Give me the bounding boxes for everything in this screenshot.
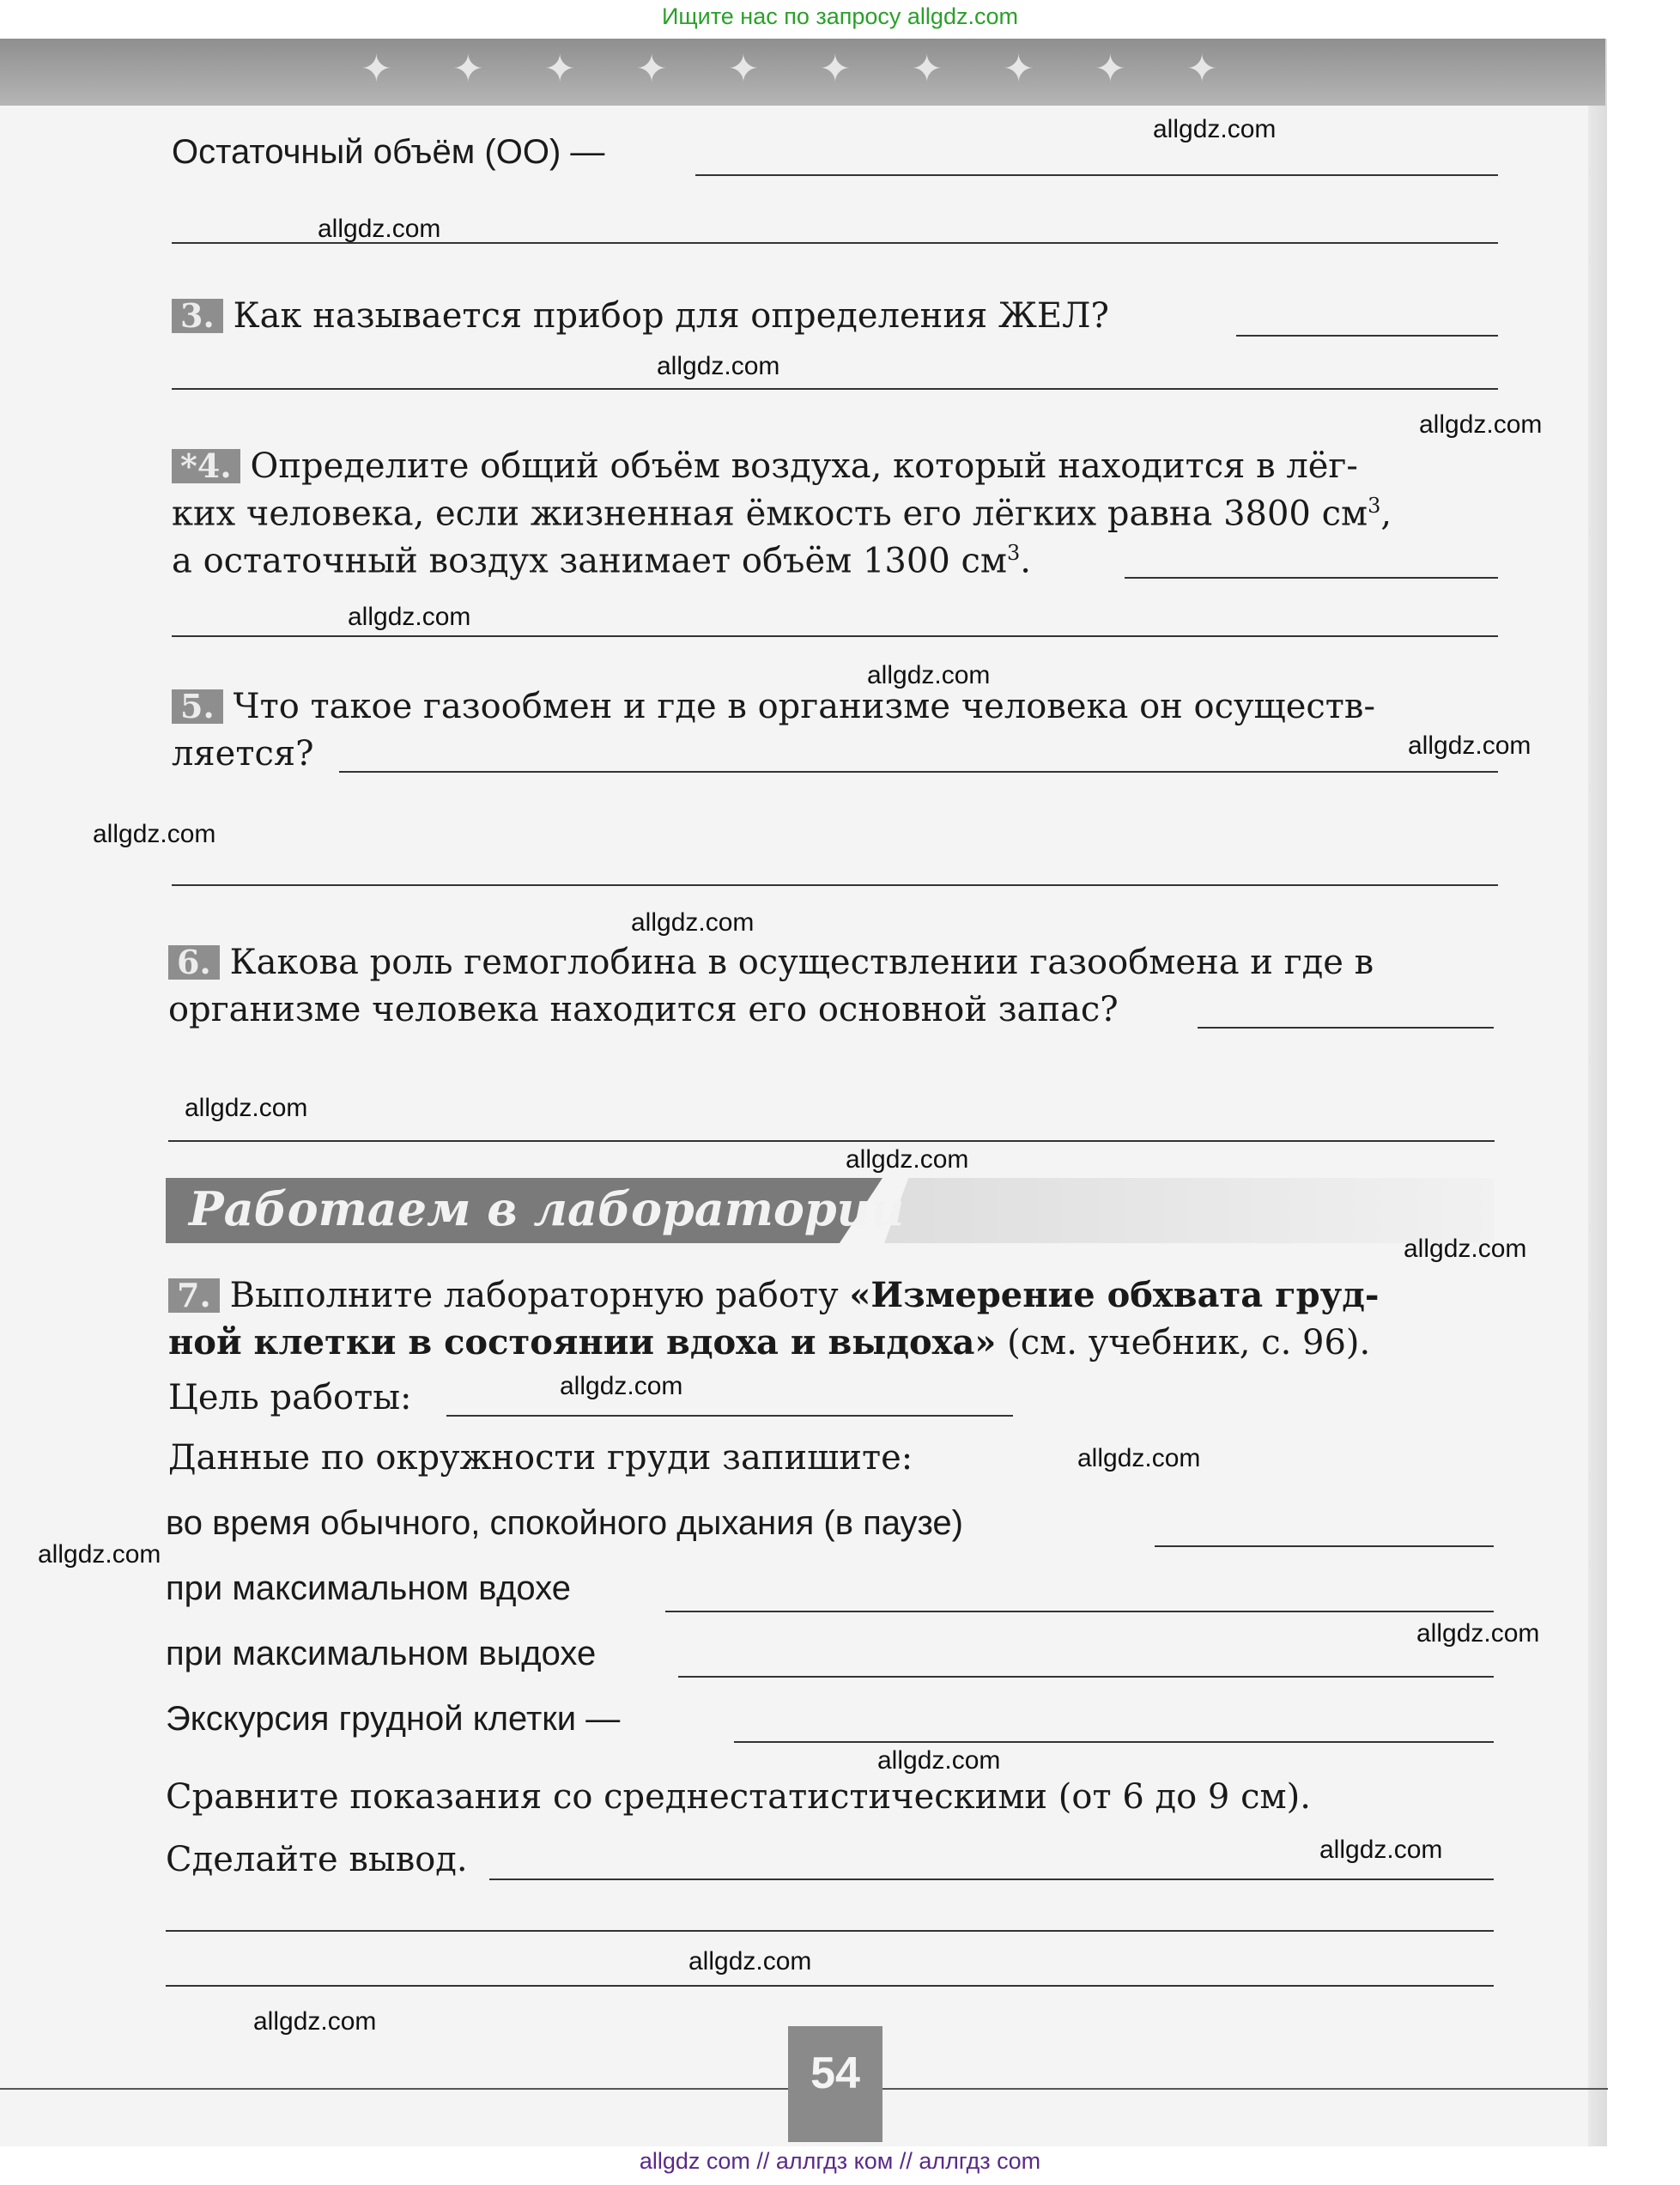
watermark: allgdz.com: [846, 1145, 969, 1174]
watermark: allgdz.com: [631, 908, 755, 937]
lab-work-title: ной клетки в состоянии вдоха и выдоха»: [168, 1322, 997, 1363]
max-inhale-label: при максимальном вдохе: [166, 1569, 572, 1607]
question-6-line2: организме человека находится его основной запас?: [168, 990, 1119, 1029]
punctuation: ,: [1380, 494, 1392, 534]
answer-line[interactable]: [1155, 1545, 1494, 1547]
watermark: allgdz.com: [867, 661, 991, 689]
max-exhale-label: при максимальном выдохе: [166, 1635, 597, 1672]
watermark: allgdz.com: [185, 1094, 308, 1122]
watermark: allgdz.com: [877, 1746, 1001, 1775]
answer-line[interactable]: [1236, 335, 1498, 337]
question-3: [172, 296, 1109, 336]
question-number: *4.: [172, 449, 240, 483]
answer-line[interactable]: [166, 1985, 1494, 1987]
excursion-label: Экскурсия грудной клетки —: [166, 1700, 621, 1738]
question-text: Что такое газообмен и где в организме человека он осуществ-: [233, 687, 1375, 726]
footer-rule-left: [0, 2088, 788, 2090]
answer-line[interactable]: [446, 1415, 1013, 1417]
question-7-line2: [168, 1322, 1370, 1363]
lab-work-title: «Измерение обхвата груд-: [849, 1275, 1380, 1315]
question-number: 3.: [172, 299, 223, 333]
watermark: allgdz.com: [318, 215, 441, 243]
punctuation: .: [1020, 541, 1032, 581]
goal-label: Цель работы:: [168, 1378, 412, 1417]
question-text: ких человека, если жизненная ёмкость его лёгких равна 3800 см: [172, 494, 1368, 534]
answer-line[interactable]: [172, 635, 1498, 637]
residual-volume-label: Остаточный объём (ОО) —: [172, 133, 605, 171]
watermark: allgdz.com: [348, 603, 471, 631]
top-search-link[interactable]: Ищите нас по запросу allgdz.com: [662, 3, 1018, 29]
question-text: Определите общий объём воздуха, который находится в лёг-: [250, 446, 1358, 486]
watermark: allgdz.com: [93, 820, 216, 848]
answer-line[interactable]: [172, 884, 1498, 886]
question-6-line1: [168, 943, 1374, 982]
watermark: allgdz.com: [1419, 410, 1543, 439]
answer-line[interactable]: [339, 771, 1498, 773]
answer-line[interactable]: [678, 1676, 1494, 1678]
answer-line[interactable]: [734, 1741, 1494, 1743]
question-4-line1: [172, 446, 1358, 486]
question-text: (см. учебник, с. 96).: [996, 1323, 1371, 1363]
watermark: allgdz.com: [1319, 1836, 1443, 1864]
question-5-line1: [172, 687, 1375, 726]
question-text: а остаточный воздух занимает объём 1300 см: [172, 541, 1008, 581]
page-number: 54: [810, 2048, 860, 2098]
question-text: Какова роль гемоглобина в осуществлении газообмена и где в: [229, 943, 1374, 982]
question-4-line3: [172, 541, 1031, 580]
compare-instruction: Сравните показания со среднестатистическими (от 6 до 9 см).: [166, 1777, 1311, 1817]
superscript: 3: [1368, 494, 1381, 518]
watermark: allgdz.com: [1404, 1235, 1527, 1263]
workbook-page: [0, 39, 1605, 2146]
watermark: allgdz.com: [253, 2007, 377, 2036]
data-instruction: Данные по окружности груди запишите:: [168, 1438, 913, 1478]
footer-rule-right: [882, 2088, 1608, 2090]
watermark: allgdz.com: [1077, 1444, 1201, 1472]
lab-banner-fade: [884, 1178, 1494, 1243]
answer-line[interactable]: [168, 1140, 1495, 1142]
normal-breath-label: во время обычного, спокойного дыхания (в паузе): [166, 1504, 963, 1542]
lab-section-title: Работаем в лаборатории: [189, 1181, 905, 1236]
answer-line[interactable]: [1198, 1027, 1494, 1029]
question-7-line1: [168, 1275, 1379, 1315]
answer-line[interactable]: [172, 388, 1498, 390]
answer-line[interactable]: [1125, 577, 1498, 579]
answer-line[interactable]: [489, 1878, 1494, 1880]
binding-margin: [1607, 39, 1680, 2146]
animal-silhouettes-icon: ✦✦✦✦✦✦✦✦✦✦: [361, 47, 1278, 91]
question-text: Выполните лабораторную работу: [229, 1276, 850, 1315]
answer-line[interactable]: [166, 1930, 1494, 1932]
answer-line[interactable]: [665, 1611, 1494, 1612]
watermark: allgdz.com: [688, 1947, 812, 1976]
answer-line[interactable]: [695, 174, 1498, 176]
question-number: 7.: [168, 1278, 220, 1313]
superscript: 3: [1007, 541, 1021, 565]
question-5-line2: ляется?: [172, 734, 314, 774]
watermark: allgdz.com: [1416, 1619, 1540, 1648]
watermark: allgdz.com: [1408, 731, 1531, 760]
question-text: Как называется прибор для определения ЖЕЛ?: [233, 296, 1109, 336]
watermark: allgdz.com: [560, 1372, 683, 1400]
watermark: allgdz.com: [1153, 115, 1277, 143]
watermark: allgdz.com: [657, 352, 780, 380]
question-4-line2: [172, 494, 1392, 533]
conclusion-label: Сделайте вывод.: [166, 1840, 468, 1879]
footer-links[interactable]: allgdz com // аллгдз ком // аллгдз com: [639, 2148, 1041, 2174]
question-number: 5.: [172, 689, 223, 724]
watermark: allgdz.com: [38, 1540, 161, 1569]
question-number: 6.: [168, 945, 220, 980]
